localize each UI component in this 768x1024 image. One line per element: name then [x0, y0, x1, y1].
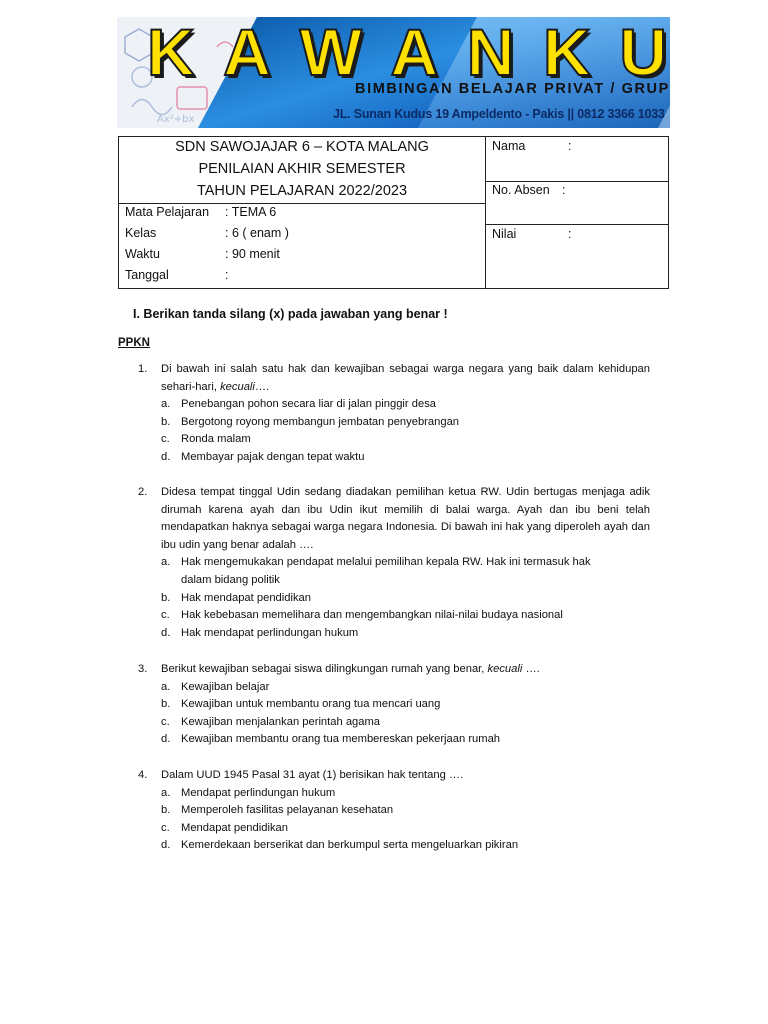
name-field [492, 139, 572, 153]
option-letter: b. [161, 698, 171, 711]
brand-letter: U [619, 17, 667, 89]
field-row [125, 205, 276, 219]
absence-number-label: No. Absen [492, 183, 550, 197]
answer-option[interactable] [161, 837, 650, 855]
table-divider [485, 181, 669, 182]
answer-option[interactable] [161, 414, 650, 432]
option-text: Hak kebebasan memelihara dan mengembangkan nilai-nilai budaya nasional [181, 609, 563, 622]
brand-letter: A [223, 17, 271, 89]
option-letter: c. [161, 609, 170, 622]
emphasis: kecuali [220, 380, 255, 393]
school-name: SDN SAWOJAJAR 6 – KOTA MALANG [175, 139, 429, 155]
answer-option[interactable] [161, 554, 650, 589]
banner-tagline: BIMBINGAN BELAJAR PRIVAT / GRUP [355, 81, 670, 97]
question-number: 2. [138, 486, 148, 498]
field-value: : 90 menit [225, 247, 280, 261]
academic-year: TAHUN PELAJARAN 2022/2023 [196, 183, 408, 199]
brand-letter: A [390, 17, 439, 89]
option-text: Bergotong royong membangun jembatan penyebrangan [181, 415, 460, 428]
name-colon: : [568, 139, 572, 153]
answer-option[interactable] [161, 590, 650, 608]
question-number: 1. [138, 363, 148, 375]
svg-text:Ax²+bx: Ax²+bx [157, 114, 195, 125]
section-instruction: I. Berikan tanda silang (x) pada jawaban yang benar ! [133, 307, 448, 321]
exam-title: PENILAIAN AKHIR SEMESTER [198, 161, 406, 177]
table-divider [485, 137, 486, 289]
option-letter: a. [161, 556, 171, 569]
answer-options [161, 396, 650, 466]
absence-number-colon: : [562, 183, 566, 197]
field-row [125, 226, 289, 240]
option-letter: b. [161, 804, 171, 817]
field-label: Waktu [125, 247, 160, 261]
option-letter: a. [161, 786, 171, 799]
question-item [138, 661, 650, 749]
option-text: Mendapat perlindungan hukum [181, 786, 336, 799]
option-text: Hak mengemukakan pendapat melalui pemilihan kepala RW. Hak ini termasuk hak dalam bidang politik [181, 556, 591, 586]
score-colon: : [568, 227, 572, 241]
option-letter: b. [161, 591, 171, 604]
option-text: Penebangan pohon secara liar di jalan pinggir desa [181, 398, 437, 411]
answer-option[interactable] [161, 449, 650, 467]
answer-option[interactable] [161, 679, 650, 697]
field-value: : 6 ( enam ) [225, 226, 289, 240]
option-text: Memperoleh fasilitas pelayanan kesehatan [181, 804, 394, 817]
field-label: Tanggal [125, 268, 169, 282]
option-text: Kewajiban menjalankan perintah agama [181, 715, 381, 728]
option-letter: c. [161, 715, 170, 728]
option-letter: c. [161, 433, 170, 446]
question-stem: Berikut kewajiban sebagai siswa dilingkungan rumah yang benar, kecuali …. [161, 663, 540, 675]
option-letter: b. [161, 415, 171, 428]
field-label: Kelas [125, 226, 157, 240]
field-value: : TEMA 6 [225, 205, 277, 219]
brand-logo-text [147, 17, 667, 89]
option-text: Kewajiban untuk membantu orang tua mencari uang [181, 698, 441, 711]
option-text: Ronda malam [181, 433, 251, 446]
answer-options [161, 554, 650, 642]
option-text: Membayar pajak dengan tepat waktu [181, 450, 365, 463]
question-number: 3. [138, 663, 148, 675]
brand-letter: K [543, 17, 591, 89]
question-stem: Di bawah ini salah satu hak dan kewajiban sebagai warga negara yang baik dalam kehidupan sehari-hari, kecuali…. [161, 363, 650, 393]
field-row [125, 268, 228, 282]
option-text: Kemerdekaan berserikat dan berkumpul serta mengeluarkan pikiran [181, 839, 519, 852]
option-text: Kewajiban membantu orang tua membereskan pekerjaan rumah [181, 733, 501, 746]
exam-header-table [118, 136, 669, 289]
field-label: Mata Pelajaran [125, 205, 210, 219]
field-row [125, 247, 280, 261]
option-letter: d. [161, 626, 171, 639]
brand-letter: K [147, 17, 195, 89]
answer-option[interactable] [161, 431, 650, 449]
banner-address: JL. Sunan Kudus 19 Ampeldento - Pakis || 0812 3366 1033 [333, 107, 665, 121]
question-item [138, 767, 650, 855]
table-divider [485, 224, 669, 225]
answer-option[interactable] [161, 802, 650, 820]
option-text: Hak mendapat perlindungan hukum [181, 626, 359, 639]
header-banner [117, 17, 670, 128]
option-text: Mendapat pendidikan [181, 821, 288, 834]
option-text: Hak mendapat pendidikan [181, 591, 311, 604]
field-value: : [225, 268, 229, 282]
question-stem: Dalam UUD 1945 Pasal 31 ayat (1) berisikan hak tentang …. [161, 769, 464, 781]
answer-options [161, 679, 650, 749]
name-label: Nama [492, 139, 526, 153]
table-divider [119, 203, 486, 204]
brand-letter: W [299, 17, 362, 89]
option-letter: a. [161, 398, 171, 411]
brand-letter: N [466, 17, 515, 89]
option-letter: d. [161, 839, 171, 852]
answer-option[interactable] [161, 625, 650, 643]
option-text: Kewajiban belajar [181, 680, 270, 693]
question-item [138, 484, 650, 642]
option-letter: a. [161, 680, 171, 693]
option-letter: d. [161, 733, 171, 746]
absence-number-field [492, 183, 566, 197]
question-item [138, 361, 650, 467]
answer-options [161, 785, 650, 855]
answer-option[interactable] [161, 731, 650, 749]
answer-option[interactable] [161, 820, 650, 838]
score-label: Nilai [492, 227, 517, 241]
score-field [492, 227, 572, 241]
subject-heading: PPKN [118, 337, 150, 349]
answer-option[interactable] [161, 785, 650, 803]
option-letter: c. [161, 821, 170, 834]
option-letter: d. [161, 450, 171, 463]
answer-option[interactable] [161, 396, 650, 414]
answer-option[interactable] [161, 714, 650, 732]
answer-option[interactable] [161, 696, 650, 714]
answer-option[interactable] [161, 607, 650, 625]
question-number: 4. [138, 769, 148, 781]
emphasis: kecuali [487, 663, 523, 675]
question-stem: Didesa tempat tinggal Udin sedang diadakan pemilihan ketua RW. Udin bertugas menjaga adik dirumah karena ayah dan ibu Udin ikut memilih di balai warga. Ayah dan ibu beni telah mendapatkan haknya sebagai warga negara Indonesia. Di bawah ini hak yang diperoleh ayah dan ibu udin yang benar adalah …. [161, 486, 650, 551]
